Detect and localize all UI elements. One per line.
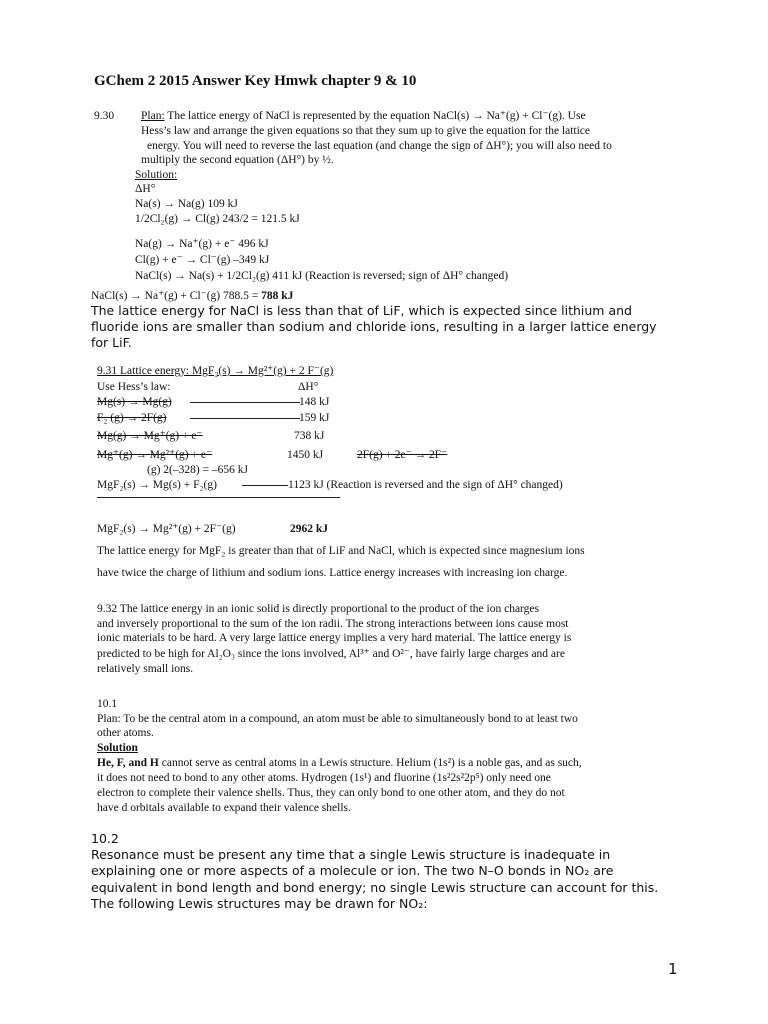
paragraph-932-line-1: 9.32 The lattice energy in an ionic solid is directly proportional to the product of the ion charges: [97, 603, 540, 615]
plan-text-1: The lattice energy of NaCl is represented by the equation NaCl(s) → Na⁺(g) + Cl⁻(g). Use: [164, 110, 586, 122]
page-title: GChem 2 2015 Answer Key Hmwk chapter 9 & 10: [94, 73, 417, 89]
equation-1: Na(s) → Na(g) 109 kJ: [135, 198, 238, 210]
reaction-2-value: 159 kJ: [299, 412, 330, 424]
delta-h-header: ΔH°: [135, 183, 156, 195]
solution-line-3: electron to complete their valence shells. Thus, they can only bond to one other atom, and they do not: [97, 787, 565, 799]
reaction-1-value: 148 kJ: [299, 396, 330, 408]
hess-label: Use Hess’s law:: [97, 381, 171, 393]
reaction-4-fluoride: [357, 448, 447, 462]
paragraph-102-line-3: equivalent in bond length and bond energy; no single Lewis structure can account for this.: [91, 880, 659, 895]
plan-line-1: Plan: To be the central atom in a compound, an atom must be able to simultaneously bond to at least two: [97, 713, 578, 725]
solution-line-2: it does not need to bond to any other atoms. Hydrogen (1s¹) and fluorine (1s²2s²2p⁵) only need one: [97, 772, 551, 784]
plan-line-2: other atoms.: [97, 727, 154, 739]
solution-text-1: cannot serve as central atoms in a Lewis structure. Helium (1s²) is a noble gas, and as such,: [158, 757, 582, 769]
sum-rule: [97, 497, 340, 498]
plan-line-1: [141, 109, 586, 123]
reaction-4-fluoride-text: 2F(g) + 2e⁻ → 2F⁻: [357, 449, 448, 461]
plan-line-2: Hess’s law and arrange the given equations so that they sum up to give the equation for the lattice: [141, 125, 591, 137]
reaction-4-continuation: (g) 2(–328) = –656 kJ: [147, 464, 249, 476]
problem-number: 9.30: [94, 110, 115, 122]
paragraph-932-line-2: and inversely proportional to the sum of the ion radii. The strong interactions between ions cause most: [97, 618, 569, 630]
problem-number: 10.1: [97, 698, 118, 710]
solution-label: Solution: [97, 742, 138, 754]
solution-bold-elements: He, F, and H: [97, 757, 159, 769]
equation-2: 1/2Cl₂(g) → Cl(g) 243/2 = 121.5 kJ: [135, 213, 300, 225]
comment-line-1: The lattice energy for NaCl is less than that of LiF, which is expected since lithium and: [91, 303, 632, 318]
reaction-5: MgF₂(s) → Mg(s) + F₂(g): [97, 479, 217, 491]
reaction-3: Mg(g) → Mg⁺(g) + e⁻: [97, 430, 203, 442]
leader-line: [242, 485, 288, 486]
comment-line-2: fluoride ions are smaller than sodium and chloride ions, resulting in a larger lattice energy: [91, 319, 657, 334]
equation-3: Na(g) → Na⁺(g) + e⁻ 496 kJ: [135, 238, 269, 250]
sum-equation-result: 2962 kJ: [290, 523, 329, 535]
paragraph-932-line-5: relatively small ions.: [97, 663, 194, 675]
delta-h-header: ΔH°: [298, 381, 319, 393]
sum-equation-result: 788 kJ: [261, 290, 294, 302]
paragraph-932-line-4: predicted to be high for Al₂O₃ since the ions involved, Al³⁺ and O²⁻, have fairly large charges and are: [97, 648, 565, 660]
problem-number: 10.2: [91, 831, 119, 846]
paragraph-102-line-4: The following Lewis structures may be drawn for NO₂:: [91, 896, 428, 911]
plan-line-4: multiply the second equation (ΔH°) by ½.: [141, 154, 334, 166]
comment-line-2: have twice the charge of lithium and sodium ions. Lattice energy increases with increasing ion charge.: [97, 567, 568, 579]
reaction-2: F₂ (g) → 2F(g): [97, 412, 167, 424]
reaction-4-value: 1450 kJ: [287, 449, 324, 461]
comment-line-1: The lattice energy for MgF₂ is greater than that of LiF and NaCl, which is expected since magnesium ions: [97, 545, 585, 557]
reaction-3-value: 738 kJ: [294, 430, 325, 442]
paragraph-102-line-1: Resonance must be present any time that a single Lewis structure is inadequate in: [91, 847, 611, 862]
equation-5: NaCl(s) → Na(s) + 1/2Cl₂(g) 411 kJ (Reaction is reversed; sign of ΔH° changed): [135, 270, 509, 282]
sum-equation: [91, 289, 293, 303]
leader-line: [190, 402, 300, 403]
reaction-4: Mg⁺(g) → Mg²⁺(g) + e⁻: [97, 449, 213, 461]
paragraph-932-line-3: ionic materials to be hard. A very large lattice energy implies a very hard material. The lattice energy is: [97, 632, 572, 644]
leader-line: [190, 418, 300, 419]
reaction-1: Mg(s) → Mg(g): [97, 396, 172, 408]
solution-line-1: [97, 756, 582, 770]
sum-equation-text: NaCl(s) → Na⁺(g) + Cl⁻(g) 788.5 =: [91, 290, 262, 302]
plan-label: Plan:: [141, 110, 165, 122]
plan-line-3: energy. You will need to reverse the last equation (and change the sign of ΔH°); you will also need to: [147, 140, 612, 152]
solution-line-4: have d orbitals available to expand their valence shells.: [97, 802, 351, 814]
reaction-5-value: 1123 kJ (Reaction is reversed and the sign of ΔH° changed): [288, 479, 563, 491]
page-number: 1: [668, 960, 678, 978]
paragraph-102-line-2: explaining one or more aspects of a molecule or ion. The two N–O bonds in NO₂ are: [91, 863, 614, 878]
sum-equation: MgF₂(s) → Mg²⁺(g) + 2F⁻(g): [97, 523, 236, 535]
equation-4: Cl(g) + e⁻ → Cl⁻(g) –349 kJ: [135, 254, 270, 266]
comment-line-3: for LiF.: [91, 335, 132, 350]
solution-label: Solution:: [135, 169, 178, 181]
problem-931-heading: 9.31 Lattice energy: MgF₂(s) → Mg²⁺(g) + 2 F⁻(g): [97, 365, 334, 377]
